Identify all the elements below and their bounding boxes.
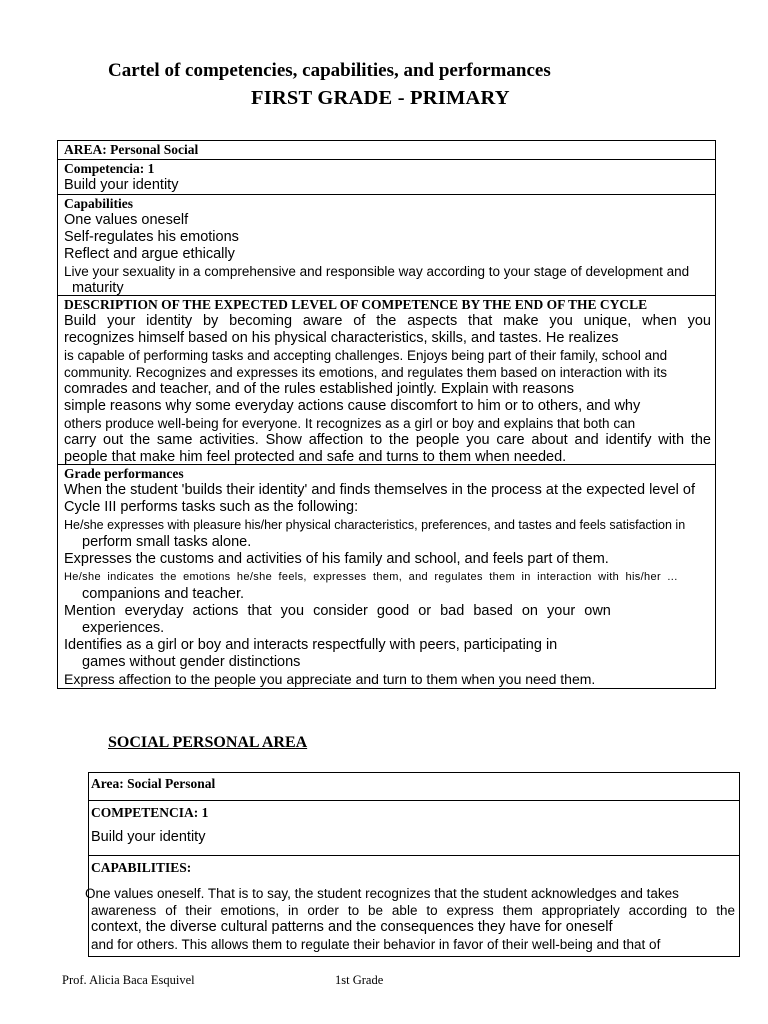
performances-intro: When the student 'builds their identity' and finds themselves in the process at the expected level of	[64, 482, 696, 498]
competency-label: Competencia: 1	[64, 161, 155, 176]
performances-label: Grade performances	[64, 466, 184, 481]
performance-item: Expresses the customs and activities of his family and school, and feels part of them.	[64, 551, 609, 567]
description-line: people that make him feel protected and safe and turns to them when needed.	[64, 449, 567, 464]
competency-label: COMPETENCIA: 1	[91, 805, 209, 820]
description-line: carry out the same activities. Show affection to the people you care about and identify with the	[64, 432, 711, 448]
performance-item: Identifies as a girl or boy and interacts respectfully with peers, participating in	[64, 637, 558, 653]
competency-text: Build your identity	[64, 177, 179, 193]
capability-item: Live your sexuality in a comprehensive and responsible way according to your stage of development and	[64, 264, 690, 279]
capability-line: context, the diverse cultural patterns and the consequences they have for oneself	[91, 919, 613, 935]
capability-line: One values oneself. That is to say, the student recognizes that the student acknowledges and takes	[85, 886, 679, 901]
capabilities-row	[85, 855, 739, 956]
description-row	[58, 295, 715, 464]
description-line: Build your identity by becoming aware of the aspects that make you unique, when you	[64, 313, 711, 329]
area-row	[89, 773, 739, 800]
performance-item: He/she indicates the emotions he/she feels, expresses them, and regulates them in interaction with his/her ...	[64, 571, 678, 583]
capability-item: maturity	[72, 280, 124, 295]
footer-author: Prof. Alicia Baca Esquivel	[62, 973, 195, 987]
capability-item: Reflect and argue ethically	[64, 246, 235, 262]
document-title: Cartel of competencies, capabilities, and performances	[108, 60, 551, 81]
area-label: Area: Social Personal	[91, 776, 216, 791]
performance-item-continued: companions and teacher.	[82, 586, 245, 602]
performance-item: Express affection to the people you appreciate and turn to them when you need them.	[64, 671, 596, 687]
capability-line: awareness of their emotions, in order to be able to express them appropriately according to the	[91, 903, 735, 918]
section-heading: SOCIAL PERSONAL AREA	[108, 734, 308, 751]
description-line: community. Recognizes and expresses its emotions, and regulates them based on interaction with its	[64, 365, 668, 380]
performances-intro: Cycle III performs tasks such as the following:	[64, 499, 359, 515]
performance-item-continued: games without gender distinctions	[82, 654, 301, 670]
description-label: DESCRIPTION OF THE EXPECTED LEVEL OF COMPETENCE BY THE END OF THE CYCLE	[64, 297, 648, 312]
area-label: AREA: Personal Social	[64, 142, 199, 157]
performances-row	[58, 464, 715, 688]
performance-item-continued: perform small tasks alone.	[82, 534, 252, 550]
description-line: comrades and teacher, and of the rules established jointly. Explain with reasons	[64, 381, 574, 397]
capabilities-label: Capabilities	[64, 196, 134, 211]
description-line: is capable of performing tasks and accepting challenges. Enjoys being part of their family, school and	[64, 348, 668, 363]
capability-item: Self-regulates his emotions	[64, 229, 239, 245]
competency-table-2	[85, 772, 740, 957]
capabilities-row	[58, 194, 715, 295]
area-row	[58, 141, 715, 159]
document-subtitle: FIRST GRADE - PRIMARY	[251, 87, 510, 109]
performance-item: Mention everyday actions that you consider good or bad based on your own	[64, 603, 611, 619]
competency-table-1	[57, 140, 716, 689]
capability-line: and for others. This allows them to regulate their behavior in favor of their well-being and that of	[91, 937, 661, 952]
description-line: others produce well-being for everyone. It recognizes as a girl or boy and explains that both can	[64, 416, 636, 431]
performance-item: He/she expresses with pleasure his/her physical characteristics, preferences, and tastes and feels satisfaction in	[64, 518, 686, 532]
description-line: simple reasons why some everyday actions cause discomfort to him or to others, and why	[64, 398, 641, 414]
competency-row	[58, 159, 715, 194]
capability-item: One values oneself	[64, 212, 189, 228]
performance-item-continued: experiences.	[82, 620, 165, 636]
footer-grade: 1st Grade	[335, 973, 384, 987]
description-line: recognizes himself based on his physical characteristics, skills, and tastes. He realizes	[64, 330, 619, 346]
competency-row	[89, 800, 739, 855]
capabilities-label: CAPABILITIES:	[91, 860, 192, 875]
competency-text: Build your identity	[91, 829, 206, 845]
